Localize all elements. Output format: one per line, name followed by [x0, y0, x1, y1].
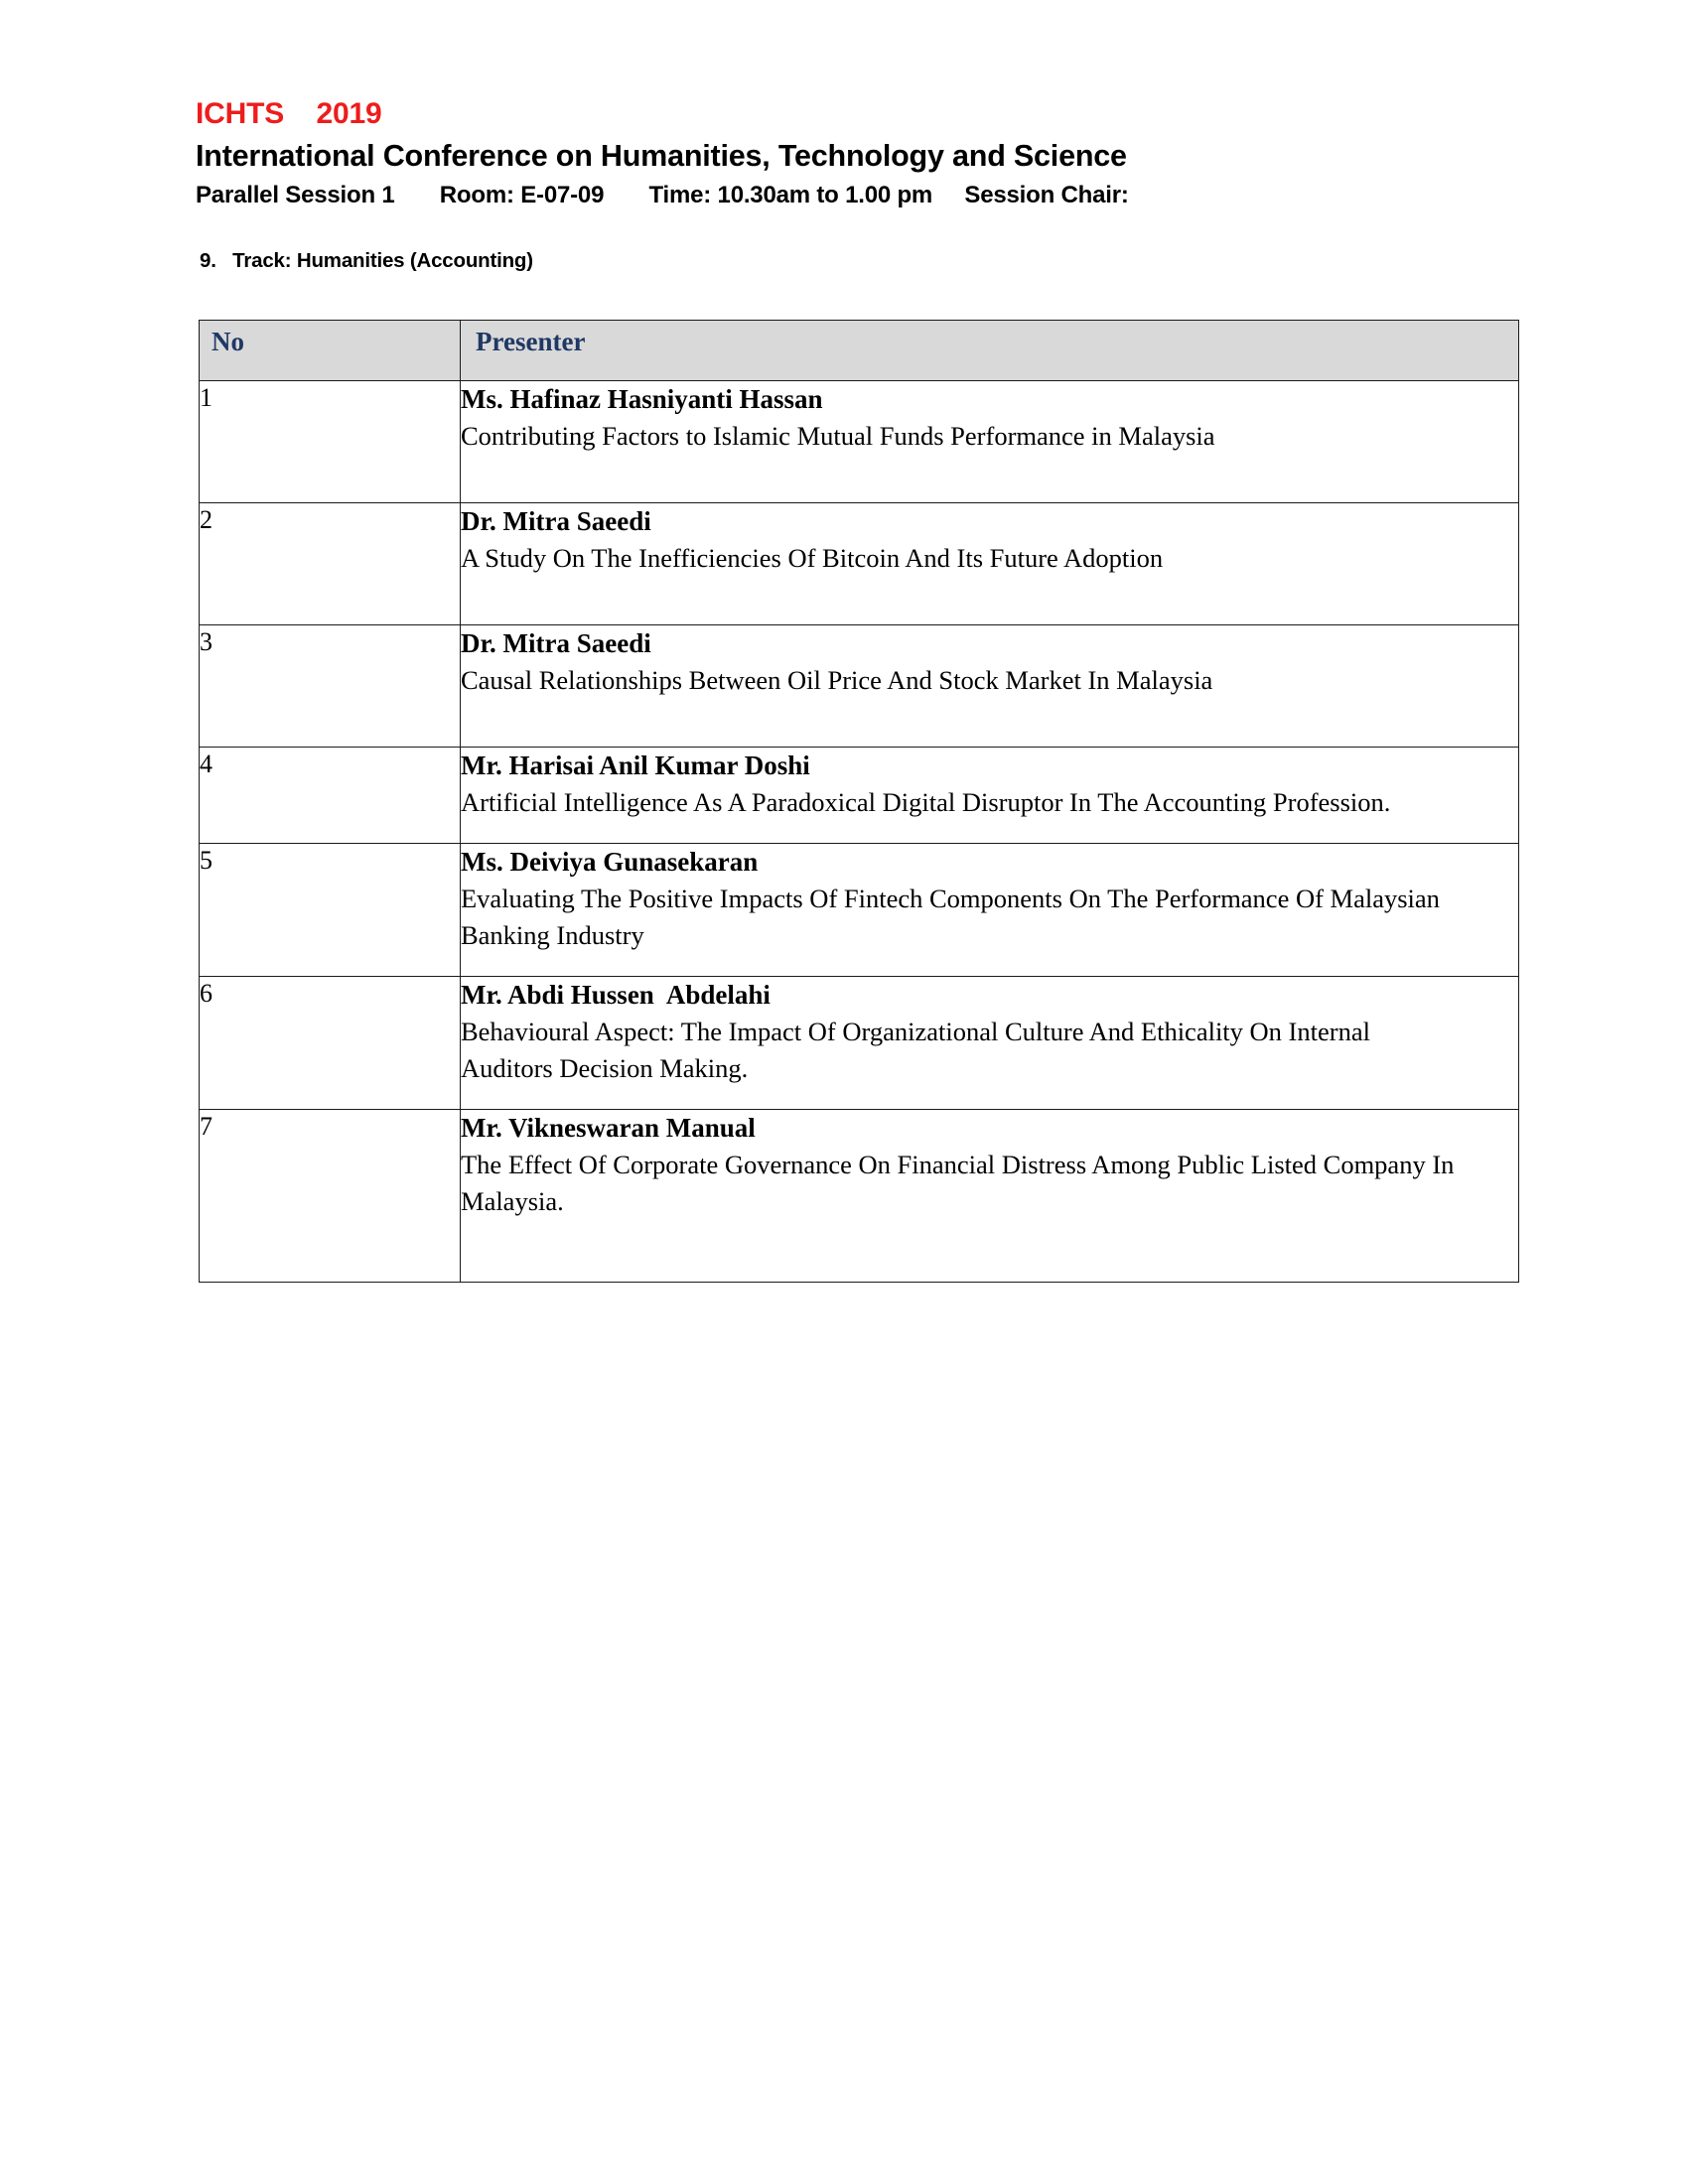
presentation-title: A Study On The Inefficiencies Of Bitcoin And Its Future Adoption: [461, 543, 1164, 573]
cell-row-number: 1: [200, 381, 461, 503]
table-row: [200, 381, 1519, 503]
presenter-name: Dr. Mitra Saeedi: [461, 628, 651, 658]
cell-row-number: 4: [200, 748, 461, 844]
conference-code: ICHTS 2019: [196, 97, 382, 130]
presentation-title: Behavioural Aspect: The Impact Of Organizational Culture And Ethicality On Internal Auditors Decision Making.: [461, 1017, 1370, 1083]
track-line: 9. Track: Humanities (Accounting): [200, 249, 533, 272]
cell-presenter: [461, 748, 1519, 844]
cell-presenter: [461, 844, 1519, 977]
table-row: [200, 748, 1519, 844]
session-info-line: Parallel Session 1 Room: E-07-09 Time: 10.30am to 1.00 pm Session Chair:: [196, 182, 1129, 208]
cell-row-number: 3: [200, 625, 461, 748]
cell-row-number: 7: [200, 1110, 461, 1283]
table-row: [200, 503, 1519, 625]
cell-presenter: [461, 625, 1519, 748]
presentation-title: Artificial Intelligence As A Paradoxical Digital Disruptor In The Accounting Profession.: [461, 787, 1391, 817]
presenter-name: Mr. Harisai Anil Kumar Doshi: [461, 751, 810, 780]
presenter-name: Ms. Hafinaz Hasniyanti Hassan: [461, 384, 823, 414]
cell-presenter: [461, 1110, 1519, 1283]
table-row: [200, 844, 1519, 977]
cell-presenter: [461, 503, 1519, 625]
column-header-no: No: [200, 321, 461, 381]
cell-row-number: 2: [200, 503, 461, 625]
cell-row-number: 6: [200, 977, 461, 1110]
table-row: [200, 977, 1519, 1110]
table-header-row: [200, 321, 1519, 381]
presentation-title: Contributing Factors to Islamic Mutual Funds Performance in Malaysia: [461, 421, 1215, 451]
table-row: [200, 625, 1519, 748]
presenter-name: Mr. Abdi Hussen Abdelahi: [461, 980, 771, 1010]
presentation-title: The Effect Of Corporate Governance On Financial Distress Among Public Listed Company In Malaysia.: [461, 1150, 1455, 1216]
session-schedule-table: [199, 320, 1519, 1283]
presenter-name: Mr. Vikneswaran Manual: [461, 1113, 756, 1143]
presenter-name: Dr. Mitra Saeedi: [461, 506, 651, 536]
table-row: [200, 1110, 1519, 1283]
cell-row-number: 5: [200, 844, 461, 977]
presentation-title: Causal Relationships Between Oil Price And Stock Market In Malaysia: [461, 665, 1213, 695]
cell-presenter: [461, 381, 1519, 503]
document-header: [196, 95, 1506, 276]
presenter-name: Ms. Deiviya Gunasekaran: [461, 847, 759, 877]
column-header-presenter: Presenter: [461, 321, 1519, 381]
conference-title: International Conference on Humanities, Technology and Science: [196, 139, 1127, 173]
cell-presenter: [461, 977, 1519, 1110]
presentation-title: Evaluating The Positive Impacts Of Fintech Components On The Performance Of Malaysian Banking Industry: [461, 884, 1440, 950]
